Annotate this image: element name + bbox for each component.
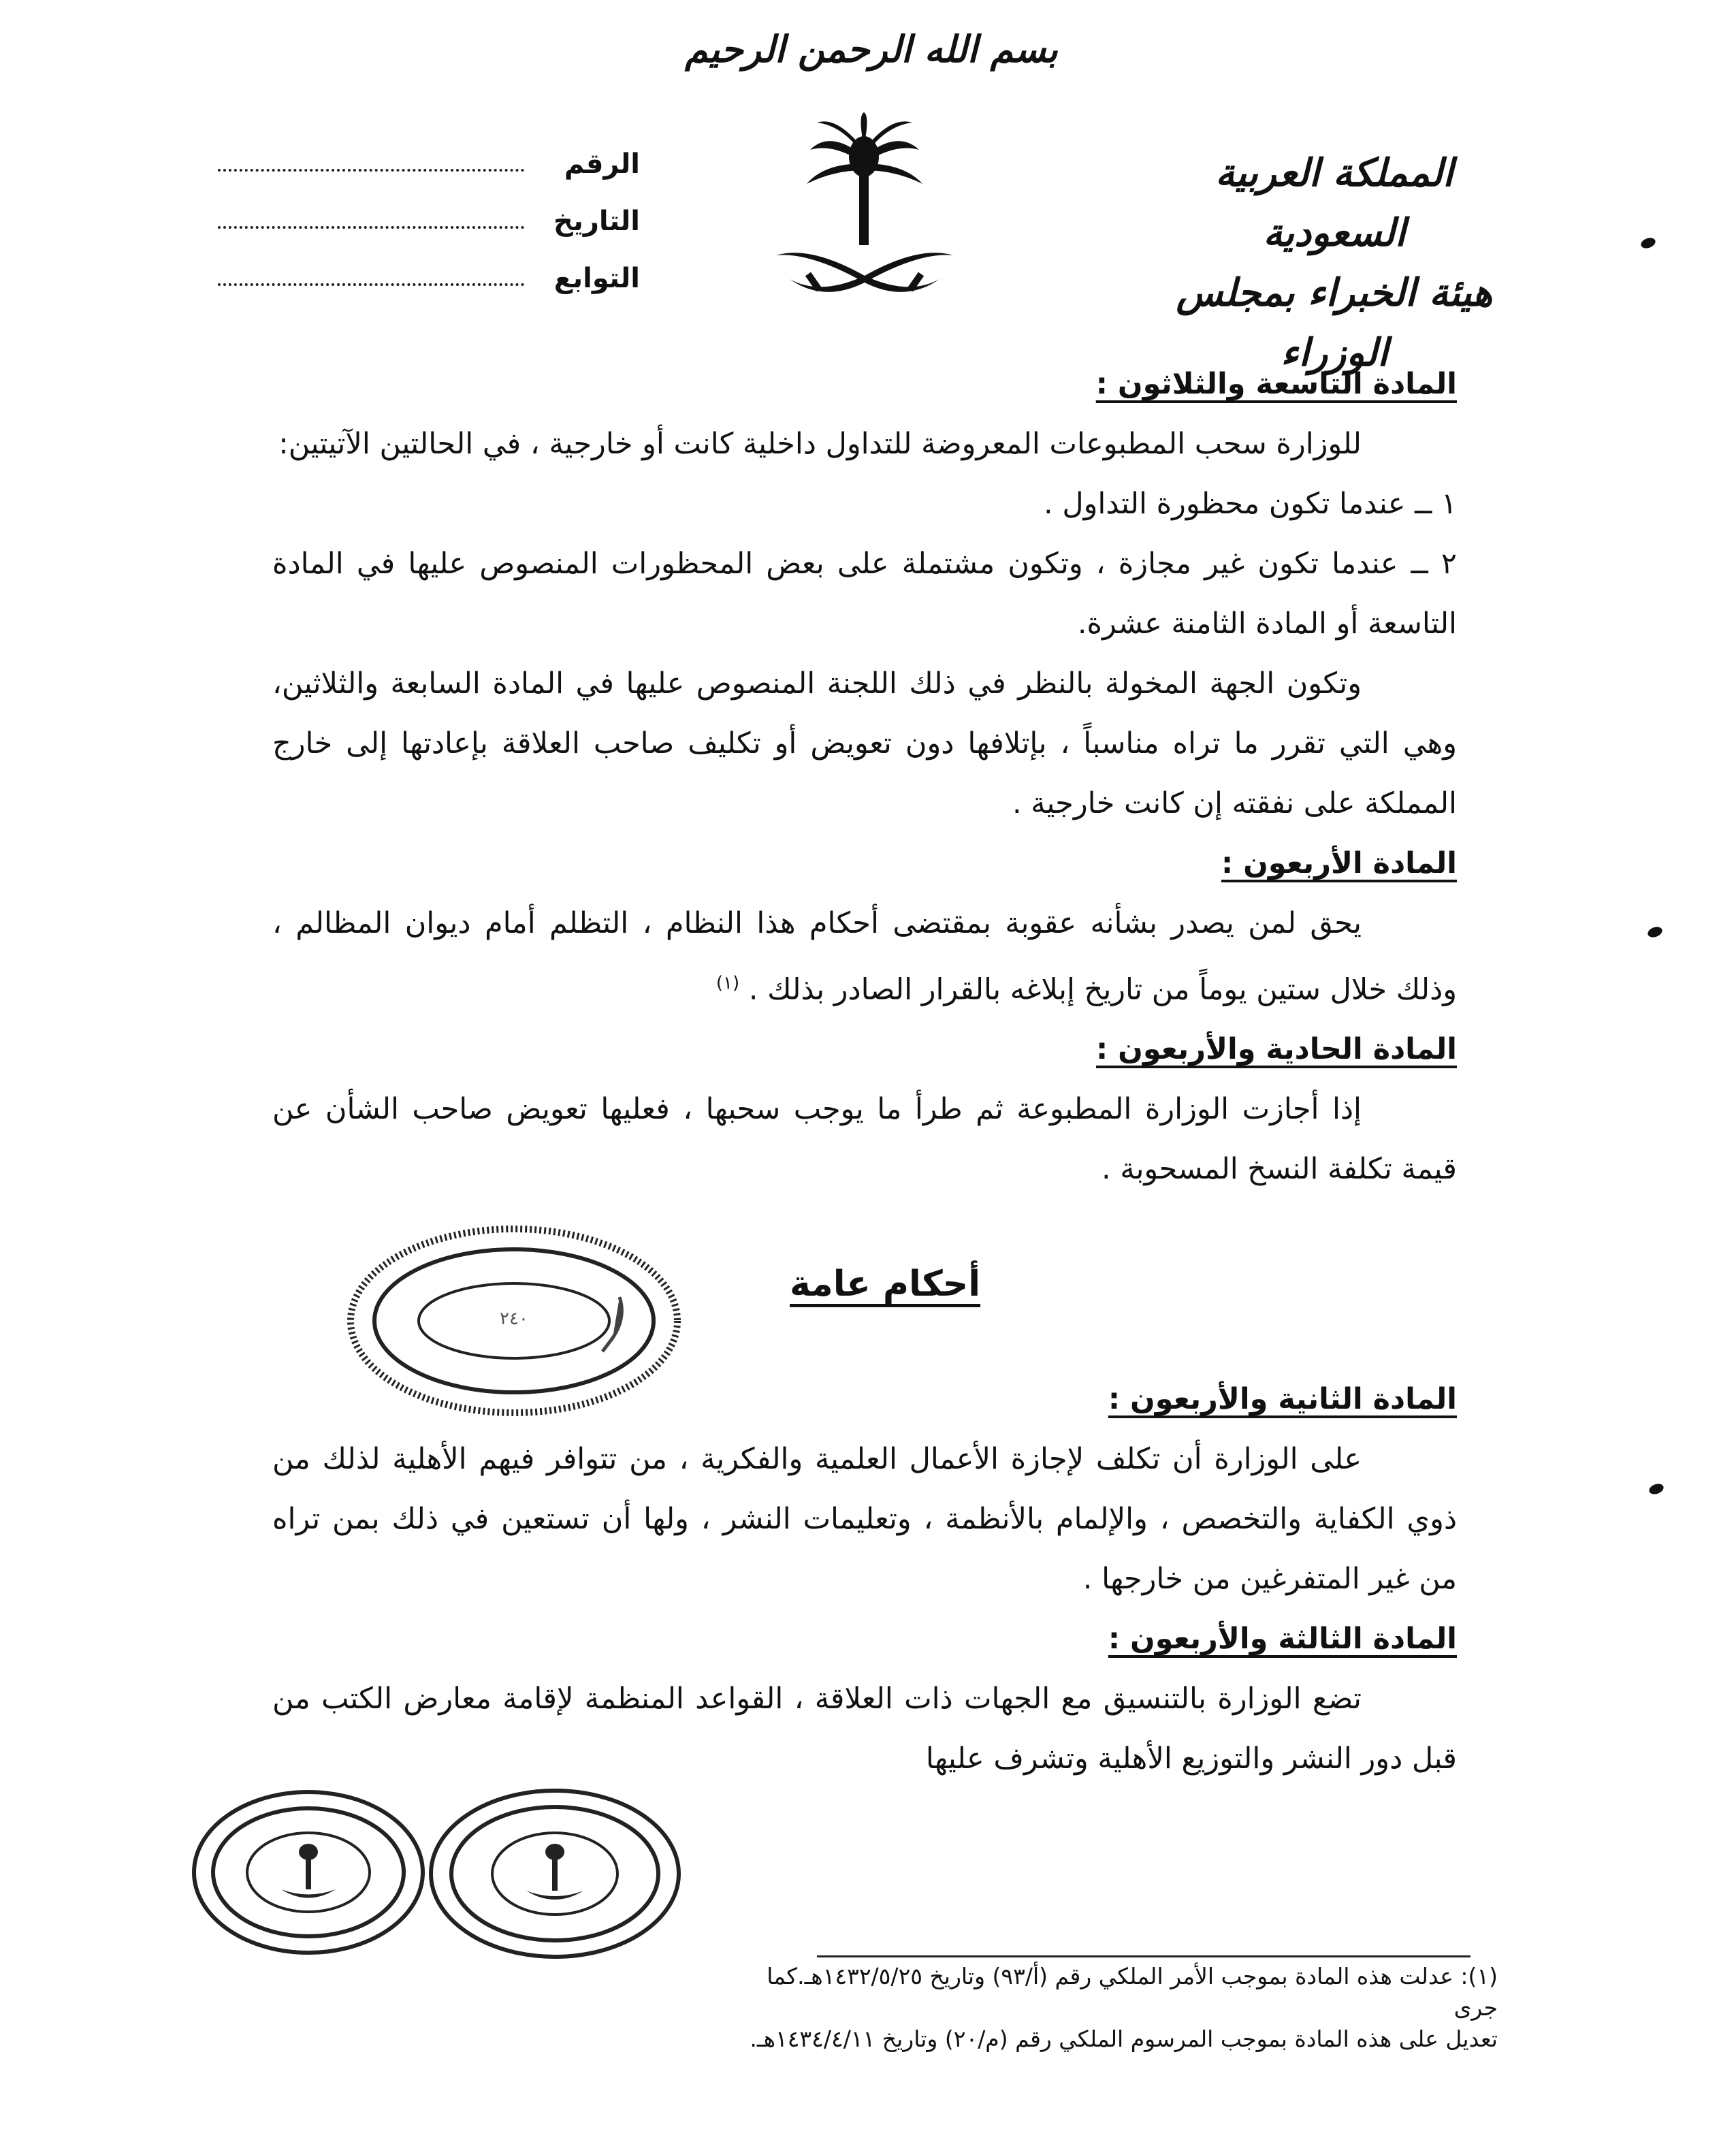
footnote-marker: (١) <box>716 973 740 993</box>
basmala: بسم الله الرحمن الرحيم <box>685 27 1058 71</box>
reference-fields <box>218 123 640 294</box>
article-paragraph <box>272 1079 1457 1199</box>
palm-swords-emblem-icon <box>769 109 960 306</box>
article-heading: المادة الثالثة والأربعون : <box>1108 1622 1457 1657</box>
paragraph-text: تضع الوزارة بالتنسيق مع الجهات ذات العلاقة ، القواعد المنظمة لإقامة معارض الكتب من قبل دور النشر والتوزيع الأهلية وتشرف عليها <box>272 1682 1457 1776</box>
articles-group-a <box>272 354 1457 1199</box>
org-line-1: المملكة العربية السعودية <box>1215 150 1453 255</box>
article-heading: المادة الثانية والأربعون : <box>1108 1382 1457 1417</box>
ref-date-row <box>218 180 640 237</box>
footnote-line-1: (١): عدلت هذه المادة بموجب الأمر الملكي رقم (أ/٩٣) وتاريخ ١٤٣٢/٥/٢٥هـ.كما جرى <box>767 1963 1498 2021</box>
scan-speck <box>1647 1482 1665 1497</box>
paragraph-text: ٢ ــ عندما تكون غير مجازة ، وتكون مشتملة على بعض المحظورات المنصوص عليها في المادة التاسعة أو المادة الثامنة عشرة. <box>272 547 1457 641</box>
paragraph-text: وتكون الجهة المخولة بالنظر في ذلك اللجنة المنصوص عليها في المادة السابعة والثلاثين، وهي التي تقرر ما تراه مناسباً ، بإتلافها دون تعويض أو تكليف صاحب العلاقة بإعادتها إلى خارج المملكة على نفقته إن كانت خارجية . <box>272 667 1457 820</box>
footnote-line-2: تعديل على هذه المادة بموجب المرسوم الملكي رقم (م/٢٠) وتاريخ ١٤٣٤/٤/١١هـ. <box>750 2026 1498 2052</box>
paragraph-text: على الوزارة أن تكلف لإجازة الأعمال العلمية والفكرية ، من تتوافر فيهم الأهلية لذلك من ذوي الكفاية والتخصص ، والإلمام بالأنظمة ، وتعليمات النشر ، ولها أن تستعين في ذلك بمن تراه من غير المتفرغين من خارجها . <box>272 1442 1457 1597</box>
article-heading: المادة التاسعة والثلاثون : <box>1095 367 1457 401</box>
article-heading: المادة الحادية والأربعون : <box>1095 1032 1457 1067</box>
ref-date-label: التاريخ <box>553 206 640 237</box>
scan-speck <box>1639 236 1656 251</box>
footnotes <box>722 1961 1498 2055</box>
svg-text:٢٤٠: ٢٤٠ <box>500 1309 528 1329</box>
org-line-2: هيئة الخبراء بمجلس الوزراء <box>1176 270 1493 375</box>
secretariat-stamp <box>189 1787 428 1957</box>
ref-number-line <box>218 169 524 172</box>
paragraph-text: ١ ــ عندما تكون محظورة التداول . <box>1044 487 1457 521</box>
organization-name <box>1151 143 1518 383</box>
ref-attachments-line <box>218 283 524 286</box>
article-paragraph <box>272 654 1457 833</box>
ref-number-row <box>218 123 640 180</box>
paragraph-text: للوزارة سحب المطبوعات المعروضة للتداول داخلية كانت أو خارجية ، في الحالتين الآتيتين: <box>278 427 1362 461</box>
article-paragraph <box>272 893 1457 1019</box>
article-paragraph <box>272 1429 1457 1609</box>
article-paragraph <box>272 414 1457 474</box>
ref-date-line <box>218 226 524 229</box>
document-body <box>272 354 1457 1789</box>
paragraph-text: إذا أجازت الوزارة المطبوعة ثم طرأ ما يوجب سحبها ، فعليها تعويض صاحب الشأن عن قيمة تكلفة النسخ المسحوبة . <box>272 1092 1457 1187</box>
scan-speck <box>1646 925 1663 940</box>
article-list-item <box>272 534 1457 654</box>
ref-number-label: الرقم <box>564 148 640 180</box>
article-list-item <box>272 474 1457 534</box>
articles-group-b <box>272 1369 1457 1789</box>
article-heading: المادة الأربعون : <box>1221 846 1457 880</box>
section-title: أحكام عامة <box>790 1264 981 1305</box>
article-paragraph <box>272 1669 1457 1789</box>
ref-attachments-label: التوابع <box>553 263 640 294</box>
paragraph-text: يحق لمن يصدر بشأنه عقوبة بمقتضى أحكام هذا النظام ، التظلم أمام ديوان المظالم ، وذلك خلال ستين يوماً من تاريخ إبلاغه بالقرار الصادر بذلك . <box>272 906 1457 1007</box>
footnote-rule <box>817 1955 1470 1957</box>
experts-commission-stamp <box>425 1787 684 1961</box>
ref-attachments-row <box>218 237 640 294</box>
diwan-stamp <box>344 1222 684 1420</box>
